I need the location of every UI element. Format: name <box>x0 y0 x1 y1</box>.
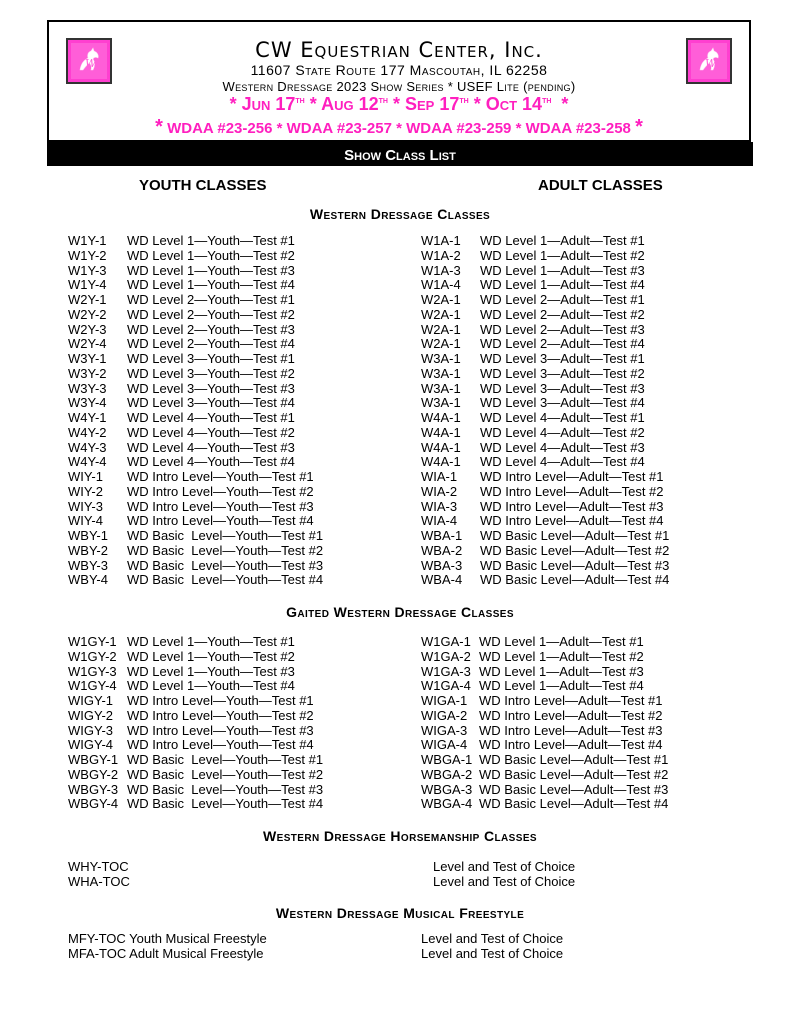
wdaa-numbers: * WDAA #23-256 * WDAA #23-257 * WDAA #23-259 * WDAA #23-258 * <box>155 116 643 138</box>
class-row <box>421 323 669 338</box>
class-description: WD Level 4—Youth—Test #1 <box>127 410 295 425</box>
class-row <box>68 352 323 367</box>
class-row <box>421 783 668 798</box>
class-code: WIY-3 <box>68 498 103 514</box>
class-row <box>68 278 323 293</box>
class-code: W1A-2 <box>421 247 461 263</box>
class-description: WD Basic Level—Youth—Test #2 <box>127 542 324 558</box>
class-description: WD Level 1—Youth—Test #2 <box>127 247 295 263</box>
class-code: W3A-1 <box>421 365 461 381</box>
class-row <box>68 724 323 739</box>
class-row <box>68 738 323 753</box>
class-description: WD Basic Level—Youth—Test #4 <box>127 796 324 812</box>
class-description: WD Intro Level—Adult—Test #2 <box>480 483 664 499</box>
class-row <box>68 264 323 279</box>
class-code: W2Y-2 <box>68 306 107 322</box>
class-description: WD Level 4—Youth—Test #2 <box>127 424 295 440</box>
freestyle-code-2: MFA-TOC Adult Musical Freestyle <box>68 946 264 961</box>
class-row <box>68 650 323 665</box>
class-description: WD Level 2—Youth—Test #3 <box>127 321 295 337</box>
class-code: WBY-3 <box>68 557 108 573</box>
youth-column-heading: YOUTH CLASSES <box>139 177 267 194</box>
class-code: WBGA-3 <box>421 781 473 797</box>
class-description: WD Level 2—Adult—Test #1 <box>480 292 645 307</box>
class-row <box>68 559 323 574</box>
class-code: W2A-1 <box>421 306 461 322</box>
class-description: WD Intro Level—Youth—Test #2 <box>127 483 314 499</box>
class-code: W1GY-3 <box>68 663 117 679</box>
svg-text:W: W <box>705 57 717 70</box>
class-code: W3Y-1 <box>68 351 107 366</box>
class-description: WD Level 4—Adult—Test #2 <box>480 424 645 440</box>
class-code: W2A-1 <box>421 336 461 352</box>
class-row <box>68 783 323 798</box>
class-description: WD Level 1—Youth—Test #4 <box>127 277 295 293</box>
class-code: W1GY-4 <box>68 678 117 694</box>
class-description: WD Level 2—Adult—Test #4 <box>480 336 645 352</box>
class-description: WD Level 1—Youth—Test #2 <box>127 648 295 664</box>
class-code: WBA-1 <box>421 528 463 543</box>
freestyle-desc-1: Level and Test of Choice <box>421 931 564 946</box>
class-code: W1GY-1 <box>68 634 117 649</box>
class-row <box>68 441 323 456</box>
class-description: WD Basic Level—Adult—Test #3 <box>479 781 669 797</box>
class-row <box>421 753 668 768</box>
class-description: WD Basic Level—Youth—Test #2 <box>127 766 324 782</box>
class-description: WD Level 4—Youth—Test #4 <box>127 454 295 470</box>
class-code: W2A-1 <box>421 321 461 337</box>
gaited-adult-list <box>421 635 668 812</box>
class-description: WD Level 2—Adult—Test #3 <box>480 321 645 337</box>
class-description: WD Level 1—Youth—Test #1 <box>127 634 295 649</box>
class-code: WBGY-2 <box>68 766 119 782</box>
class-row <box>68 709 323 724</box>
class-description: WD Basic Level—Adult—Test #2 <box>479 766 669 782</box>
class-description: WD Level 1—Youth—Test #1 <box>127 233 295 248</box>
class-code: WIA-1 <box>421 469 458 484</box>
class-code: W4Y-2 <box>68 424 107 440</box>
class-description: WD Level 2—Youth—Test #4 <box>127 336 295 352</box>
class-description: WD Intro Level—Youth—Test #2 <box>127 707 314 723</box>
class-row <box>421 559 669 574</box>
class-description: WD Level 1—Youth—Test #3 <box>127 663 295 679</box>
class-row <box>421 544 669 559</box>
class-description: WD Intro Level—Adult—Test #1 <box>479 693 663 708</box>
class-row <box>421 234 669 249</box>
class-code: WIY-1 <box>68 469 103 484</box>
show-class-list-bar: Show Class List <box>47 142 753 166</box>
class-description: WD Basic Level—Adult—Test #1 <box>479 752 669 767</box>
show-date: Sep 17th <box>404 94 469 114</box>
class-row <box>421 293 669 308</box>
date-separator: * <box>551 94 569 114</box>
class-code: WBY-2 <box>68 542 108 558</box>
horsemanship-code-2: WHA-TOC <box>68 874 130 889</box>
class-row <box>68 544 323 559</box>
class-row <box>421 529 669 544</box>
address: 11607 State Route 177 Mascoutah, IL 62258 <box>250 62 548 78</box>
class-code: W3Y-4 <box>68 395 107 411</box>
class-row <box>421 709 668 724</box>
class-description: WD Intro Level—Adult—Test #3 <box>480 498 664 514</box>
class-description: WD Intro Level—Adult—Test #2 <box>479 707 663 723</box>
wd-adult-list <box>421 234 669 588</box>
header-box <box>47 20 751 142</box>
class-description: WD Basic Level—Adult—Test #3 <box>480 557 670 573</box>
class-code: W1Y-2 <box>68 247 107 263</box>
class-description: WD Intro Level—Youth—Test #1 <box>127 693 314 708</box>
class-description: WD Level 1—Adult—Test #2 <box>480 247 645 263</box>
class-row <box>68 249 323 264</box>
class-code: W2Y-1 <box>68 292 107 307</box>
class-description: WD Level 3—Youth—Test #4 <box>127 395 295 411</box>
class-code: W4Y-3 <box>68 439 107 455</box>
class-row <box>68 753 323 768</box>
class-code: WIGY-3 <box>68 722 114 738</box>
class-code: W1Y-1 <box>68 233 107 248</box>
date-separator: * <box>387 94 405 114</box>
class-code: WBY-4 <box>68 572 108 588</box>
class-code: WIGA-4 <box>421 737 468 753</box>
class-description: WD Level 4—Youth—Test #3 <box>127 439 295 455</box>
class-row <box>68 455 323 470</box>
class-code: W4A-1 <box>421 410 461 425</box>
class-description: WD Intro Level—Youth—Test #4 <box>127 513 314 529</box>
class-row <box>421 573 669 588</box>
class-description: WD Level 1—Adult—Test #3 <box>480 262 645 278</box>
gaited-section-title: Gaited Western Dressage Classes <box>286 604 514 620</box>
class-row <box>68 635 323 650</box>
class-row <box>421 441 669 456</box>
class-row <box>421 514 669 529</box>
class-row <box>421 249 669 264</box>
class-description: WD Level 3—Adult—Test #1 <box>480 351 645 366</box>
show-date: Jun 17th <box>241 94 305 114</box>
class-code: W4A-1 <box>421 454 461 470</box>
class-row <box>421 694 668 709</box>
class-code: WIA-2 <box>421 483 458 499</box>
series-line: Western Dressage 2023 Show Series * USEF Lite (pending) <box>222 79 576 94</box>
class-row <box>421 650 668 665</box>
class-description: WD Level 3—Youth—Test #3 <box>127 380 295 396</box>
class-row <box>421 724 668 739</box>
class-row <box>421 411 669 426</box>
class-description: WD Intro Level—Adult—Test #3 <box>479 722 663 738</box>
class-code: WBA-4 <box>421 572 463 588</box>
class-row <box>68 694 323 709</box>
wd-section-title: Western Dressage Classes <box>309 206 491 222</box>
class-description: WD Level 1—Adult—Test #1 <box>480 233 645 248</box>
class-code: W1GA-4 <box>421 678 471 694</box>
class-row <box>68 665 323 680</box>
class-row <box>421 278 669 293</box>
class-row <box>421 679 668 694</box>
class-code: W1Y-4 <box>68 277 107 293</box>
class-row <box>68 337 323 352</box>
class-description: WD Level 2—Adult—Test #2 <box>480 306 645 322</box>
class-code: W2Y-4 <box>68 336 107 352</box>
class-code: W1GA-3 <box>421 663 471 679</box>
class-row <box>421 367 669 382</box>
horsemanship-code-1: WHY-TOC <box>68 859 129 874</box>
class-code: WBA-2 <box>421 542 463 558</box>
class-description: WD Level 1—Adult—Test #3 <box>479 663 644 679</box>
class-description: WD Intro Level—Adult—Test #4 <box>480 513 664 529</box>
class-row <box>421 500 669 515</box>
class-code: WIGY-1 <box>68 693 114 708</box>
class-description: WD Intro Level—Youth—Test #3 <box>127 722 314 738</box>
class-description: WD Basic Level—Youth—Test #1 <box>127 752 324 767</box>
class-description: WD Level 3—Youth—Test #2 <box>127 365 295 381</box>
class-description: WD Level 1—Adult—Test #2 <box>479 648 644 664</box>
class-code: WBA-3 <box>421 557 463 573</box>
class-description: WD Basic Level—Adult—Test #4 <box>480 572 670 588</box>
class-description: WD Basic Level—Youth—Test #3 <box>127 557 324 573</box>
class-code: W1A-4 <box>421 277 461 293</box>
horsemanship-desc-2: Level and Test of Choice <box>433 874 576 889</box>
class-description: WD Level 2—Youth—Test #1 <box>127 292 295 307</box>
class-code: W4Y-4 <box>68 454 107 470</box>
class-row <box>421 738 668 753</box>
class-code: WIY-2 <box>68 483 103 499</box>
class-row <box>68 396 323 411</box>
class-row <box>68 797 323 812</box>
class-row <box>68 382 323 397</box>
class-row <box>421 352 669 367</box>
class-description: WD Level 3—Adult—Test #3 <box>480 380 645 396</box>
class-code: W1A-1 <box>421 233 461 248</box>
class-code: W1GA-2 <box>421 648 471 664</box>
horsemanship-section-title: Western Dressage Horsemanship Classes <box>263 828 537 844</box>
class-description: WD Level 2—Youth—Test #2 <box>127 306 295 322</box>
class-row <box>421 665 668 680</box>
class-description: WD Intro Level—Youth—Test #1 <box>127 469 314 484</box>
class-code: W4A-1 <box>421 424 461 440</box>
class-row <box>421 797 668 812</box>
wd-youth-list <box>68 234 323 588</box>
class-row <box>68 411 323 426</box>
class-code: WBY-1 <box>68 528 108 543</box>
class-code: WIA-3 <box>421 498 458 514</box>
class-row <box>421 768 668 783</box>
class-row <box>421 426 669 441</box>
class-description: WD Level 4—Adult—Test #4 <box>480 454 645 470</box>
class-description: WD Level 3—Adult—Test #2 <box>480 365 645 381</box>
class-row <box>421 337 669 352</box>
class-code: WIA-4 <box>421 513 458 529</box>
show-dates <box>49 94 749 115</box>
class-description: WD Intro Level—Youth—Test #4 <box>127 737 314 753</box>
class-description: WD Level 1—Adult—Test #1 <box>479 634 644 649</box>
gaited-youth-list <box>68 635 323 812</box>
show-date: Oct 14th <box>485 94 552 114</box>
class-row <box>68 323 323 338</box>
class-code: W1GY-2 <box>68 648 117 664</box>
class-description: WD Basic Level—Youth—Test #3 <box>127 781 324 797</box>
class-code: W4A-1 <box>421 439 461 455</box>
class-description: WD Level 4—Adult—Test #3 <box>480 439 645 455</box>
class-code: W3Y-2 <box>68 365 107 381</box>
class-description: WD Level 1—Adult—Test #4 <box>479 678 644 694</box>
class-code: W1Y-3 <box>68 262 107 278</box>
class-code: W1A-3 <box>421 262 461 278</box>
class-description: WD Level 3—Youth—Test #1 <box>127 351 295 366</box>
class-row <box>68 426 323 441</box>
class-code: WIGA-3 <box>421 722 468 738</box>
class-description: WD Basic Level—Adult—Test #2 <box>480 542 670 558</box>
class-row <box>68 293 323 308</box>
class-description: WD Level 4—Adult—Test #1 <box>480 410 645 425</box>
class-row <box>68 367 323 382</box>
class-description: WD Basic Level—Adult—Test #1 <box>480 528 670 543</box>
class-row <box>68 500 323 515</box>
horsemanship-desc-1: Level and Test of Choice <box>433 859 576 874</box>
freestyle-desc-2: Level and Test of Choice <box>421 946 564 961</box>
class-description: WD Basic Level—Youth—Test #4 <box>127 572 324 588</box>
class-description: WD Level 3—Adult—Test #4 <box>480 395 645 411</box>
class-description: WD Level 1—Youth—Test #4 <box>127 678 295 694</box>
class-code: W2A-1 <box>421 292 461 307</box>
class-row <box>68 679 323 694</box>
class-row <box>421 382 669 397</box>
class-row <box>421 485 669 500</box>
svg-text:W: W <box>85 57 97 70</box>
adult-column-heading: ADULT CLASSES <box>538 177 663 194</box>
class-row <box>421 264 669 279</box>
class-code: WBGA-1 <box>421 752 473 767</box>
class-row <box>68 768 323 783</box>
class-row <box>68 529 323 544</box>
class-code: W4Y-1 <box>68 410 107 425</box>
class-description: WD Basic Level—Youth—Test #1 <box>127 528 324 543</box>
class-row <box>68 470 323 485</box>
class-row <box>421 470 669 485</box>
class-code: WIGA-1 <box>421 693 468 708</box>
class-code: WIGA-2 <box>421 707 468 723</box>
page-title: CW Equestrian Center, Inc. <box>255 38 543 62</box>
class-code: W3A-1 <box>421 380 461 396</box>
class-code: WBGY-4 <box>68 796 119 812</box>
class-row <box>68 308 323 323</box>
dates-prefix: * <box>229 94 242 114</box>
class-code: WBGY-3 <box>68 781 119 797</box>
class-row <box>68 234 323 249</box>
class-row <box>421 396 669 411</box>
class-code: W3A-1 <box>421 351 461 366</box>
class-description: WD Intro Level—Adult—Test #1 <box>480 469 664 484</box>
class-row <box>421 455 669 470</box>
class-row <box>68 573 323 588</box>
class-row <box>421 308 669 323</box>
class-description: WD Intro Level—Youth—Test #3 <box>127 498 314 514</box>
date-separator: * <box>304 94 322 114</box>
show-date: Aug 12th <box>321 94 388 114</box>
class-code: WBGY-1 <box>68 752 119 767</box>
class-row <box>421 635 668 650</box>
class-code: W1GA-1 <box>421 634 471 649</box>
class-code: WIGY-4 <box>68 737 114 753</box>
class-code: W3A-1 <box>421 395 461 411</box>
date-separator: * <box>468 94 486 114</box>
freestyle-code-1: MFY-TOC Youth Musical Freestyle <box>68 931 267 946</box>
class-code: WIY-4 <box>68 513 103 529</box>
class-code: W2Y-3 <box>68 321 107 337</box>
class-row <box>68 514 323 529</box>
class-code: WBGA-2 <box>421 766 473 782</box>
class-description: WD Level 1—Adult—Test #4 <box>480 277 645 293</box>
class-description: WD Basic Level—Adult—Test #4 <box>479 796 669 812</box>
class-code: WIGY-2 <box>68 707 114 723</box>
class-code: WBGA-4 <box>421 796 473 812</box>
class-description: WD Intro Level—Adult—Test #4 <box>479 737 663 753</box>
class-row <box>68 485 323 500</box>
class-code: W3Y-3 <box>68 380 107 396</box>
class-description: WD Level 1—Youth—Test #3 <box>127 262 295 278</box>
freestyle-section-title: Western Dressage Musical Freestyle <box>275 905 525 921</box>
